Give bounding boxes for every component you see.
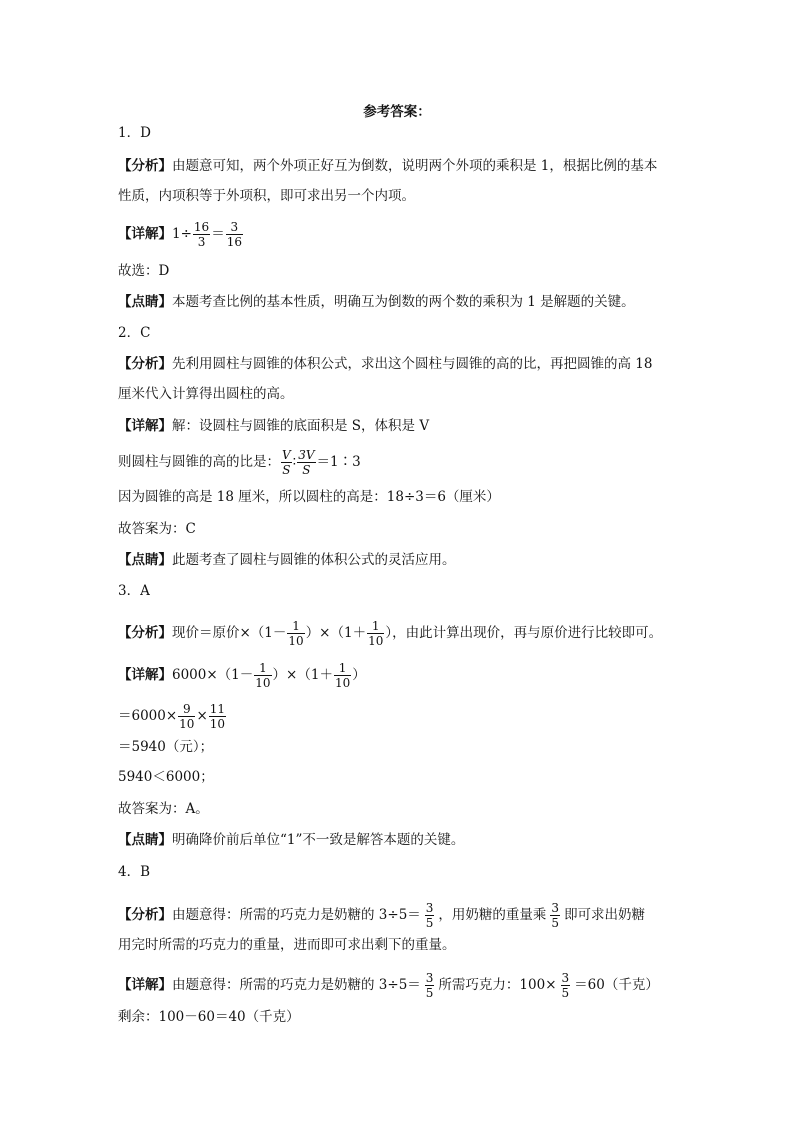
page-title: 参考答案： (363, 104, 431, 120)
detail-tag: 【详解】 (118, 226, 172, 242)
q3-fraction-9-10: $\frac{9}{10}$ (179, 702, 195, 731)
q4-fraction-3-5: $\frac{3}{5}$ (425, 901, 434, 930)
q3-comment-line (118, 831, 464, 849)
q2-detail-line-3: 因为圆锥的高是 18 厘米，所以圆柱的高是：18÷3＝6（厘米） (118, 489, 500, 505)
q1-fraction-3-16: $\frac{3}{16}$ (226, 220, 242, 249)
q4-fraction-3-5: $\frac{3}{5}$ (551, 901, 560, 930)
analysis-tag: 【分析】 (118, 907, 172, 923)
q3-fraction-1-10: $\frac{1}{10}$ (368, 619, 384, 648)
q4-remain: 剩余：100－60＝40（千克） (118, 1009, 300, 1025)
q2-detail-text-1: 解：设圆柱与圆锥的底面积是 S，体积是 V (172, 418, 430, 434)
q4-head: 4．B (118, 864, 151, 880)
q4-fraction-3-5: $\frac{3}{5}$ (561, 971, 570, 1000)
q1-detail-line: 【详解】1÷ $\frac{16}{3}$ ＝ $\frac{3}{16}$ (118, 220, 242, 249)
comment-tag: 【点睛】 (118, 832, 172, 848)
q4-fraction-3-5: $\frac{3}{5}$ (425, 971, 434, 1000)
q3-fraction-1-10: $\frac{1}{10}$ (255, 661, 271, 690)
q3-head: 3．A (118, 583, 150, 599)
q2-comment-text: 此题考查了圆柱与圆锥的体积公式的灵活应用。 (172, 552, 456, 568)
q1-choice: 故选：D (118, 263, 170, 279)
detail-tag: 【详解】 (118, 418, 172, 434)
q1-comment-text: 本题考查比例的基本性质，明确互为倒数的两个数的乘积为 1 是解题的关键。 (172, 294, 635, 310)
q1-analysis-text-1: 由题意可知，两个外项正好互为倒数，说明两个外项的乘积是 1，根据比例的基本 (172, 158, 658, 174)
q2-answer: 故答案为：C (118, 521, 196, 537)
q3-fraction-1-10: $\frac{1}{10}$ (288, 619, 304, 648)
q2-comment-line (118, 551, 456, 569)
q3-detail-line-2: ＝6000× $\frac{9}{10}$ × $\frac{11}{10}$ (118, 702, 226, 731)
analysis-tag: 【分析】 (118, 625, 172, 641)
q2-analysis-text-1: 先利用圆柱与圆锥的体积公式，求出这个圆柱与圆锥的高的比，再把圆锥的高 18 (172, 356, 653, 372)
detail-tag: 【详解】 (118, 667, 172, 683)
analysis-tag: 【分析】 (118, 356, 172, 372)
q3-fraction-1-10: $\frac{1}{10}$ (334, 661, 351, 690)
q2-fraction-v-s: $\frac{V}{S}$ (282, 448, 291, 477)
q3-answer: 故答案为：A。 (118, 801, 209, 817)
q3-comment-text: 明确降价前后单位“1”不一致是解答本题的关键。 (172, 832, 465, 848)
q1-analysis-line-1 (118, 157, 657, 175)
detail-tag: 【详解】 (118, 977, 172, 993)
q1-fraction-16-3: $\frac{16}{3}$ (193, 220, 210, 249)
comment-tag: 【点睛】 (118, 294, 172, 310)
q2-analysis-line-2: 厘米代入计算得出圆柱的高。 (118, 386, 294, 402)
q2-ratio-line: 则圆柱与圆锥的高的比是： $\frac{V}{S}$ ∶ $\frac{3V}{S}$ ＝1∶3 (118, 448, 361, 477)
q1-comment-line (118, 293, 635, 311)
q3-detail-line-4: 5940＜6000； (118, 769, 214, 785)
q2-detail-line-1 (118, 417, 429, 435)
q1-head: 1．D (118, 125, 151, 141)
q2-analysis-line-1 (118, 355, 652, 373)
q1-detail-text: 1÷ (172, 226, 192, 242)
analysis-tag: 【分析】 (118, 158, 172, 174)
q4-analysis-line-2: 用完时所需的巧克力的重量，进而即可求出剩下的重量。 (118, 937, 456, 953)
q4-detail-line: 【详解】由题意得：所需的巧克力是奶糖的 3÷5＝ $\frac{3}{5}$ 所需巧克力：100× $\frac{3}{5}$ ＝60（千克） (118, 971, 659, 1000)
q3-fraction-11-10: $\frac{11}{10}$ (209, 702, 226, 731)
comment-tag: 【点睛】 (118, 552, 172, 568)
q1-analysis-line-2: 性质，内项积等于外项积，即可求出另一个内项。 (118, 188, 415, 204)
q3-detail-line-3: ＝5940（元）； (118, 739, 214, 755)
q2-fraction-3v-s: $\frac{3V}{S}$ (298, 448, 315, 477)
q3-analysis-line: 【分析】现价＝原价×（1－ $\frac{1}{10}$ ）×（1＋ $\frac{1}{10}$ ），由此计算出现价，再与原价进行比较即可。 (118, 619, 663, 648)
q2-head: 2．C (118, 325, 151, 341)
q3-detail-line-1: 【详解】6000×（1－ $\frac{1}{10}$ ）×（1＋ $\frac{1}{10}$ ） (118, 661, 366, 690)
q4-analysis-line-1: 【分析】由题意得：所需的巧克力是奶糖的 3÷5＝ $\frac{3}{5}$ ，用奶糖的重量乘 $\frac{3}{5}$ 即可求出奶糖 (118, 901, 646, 930)
